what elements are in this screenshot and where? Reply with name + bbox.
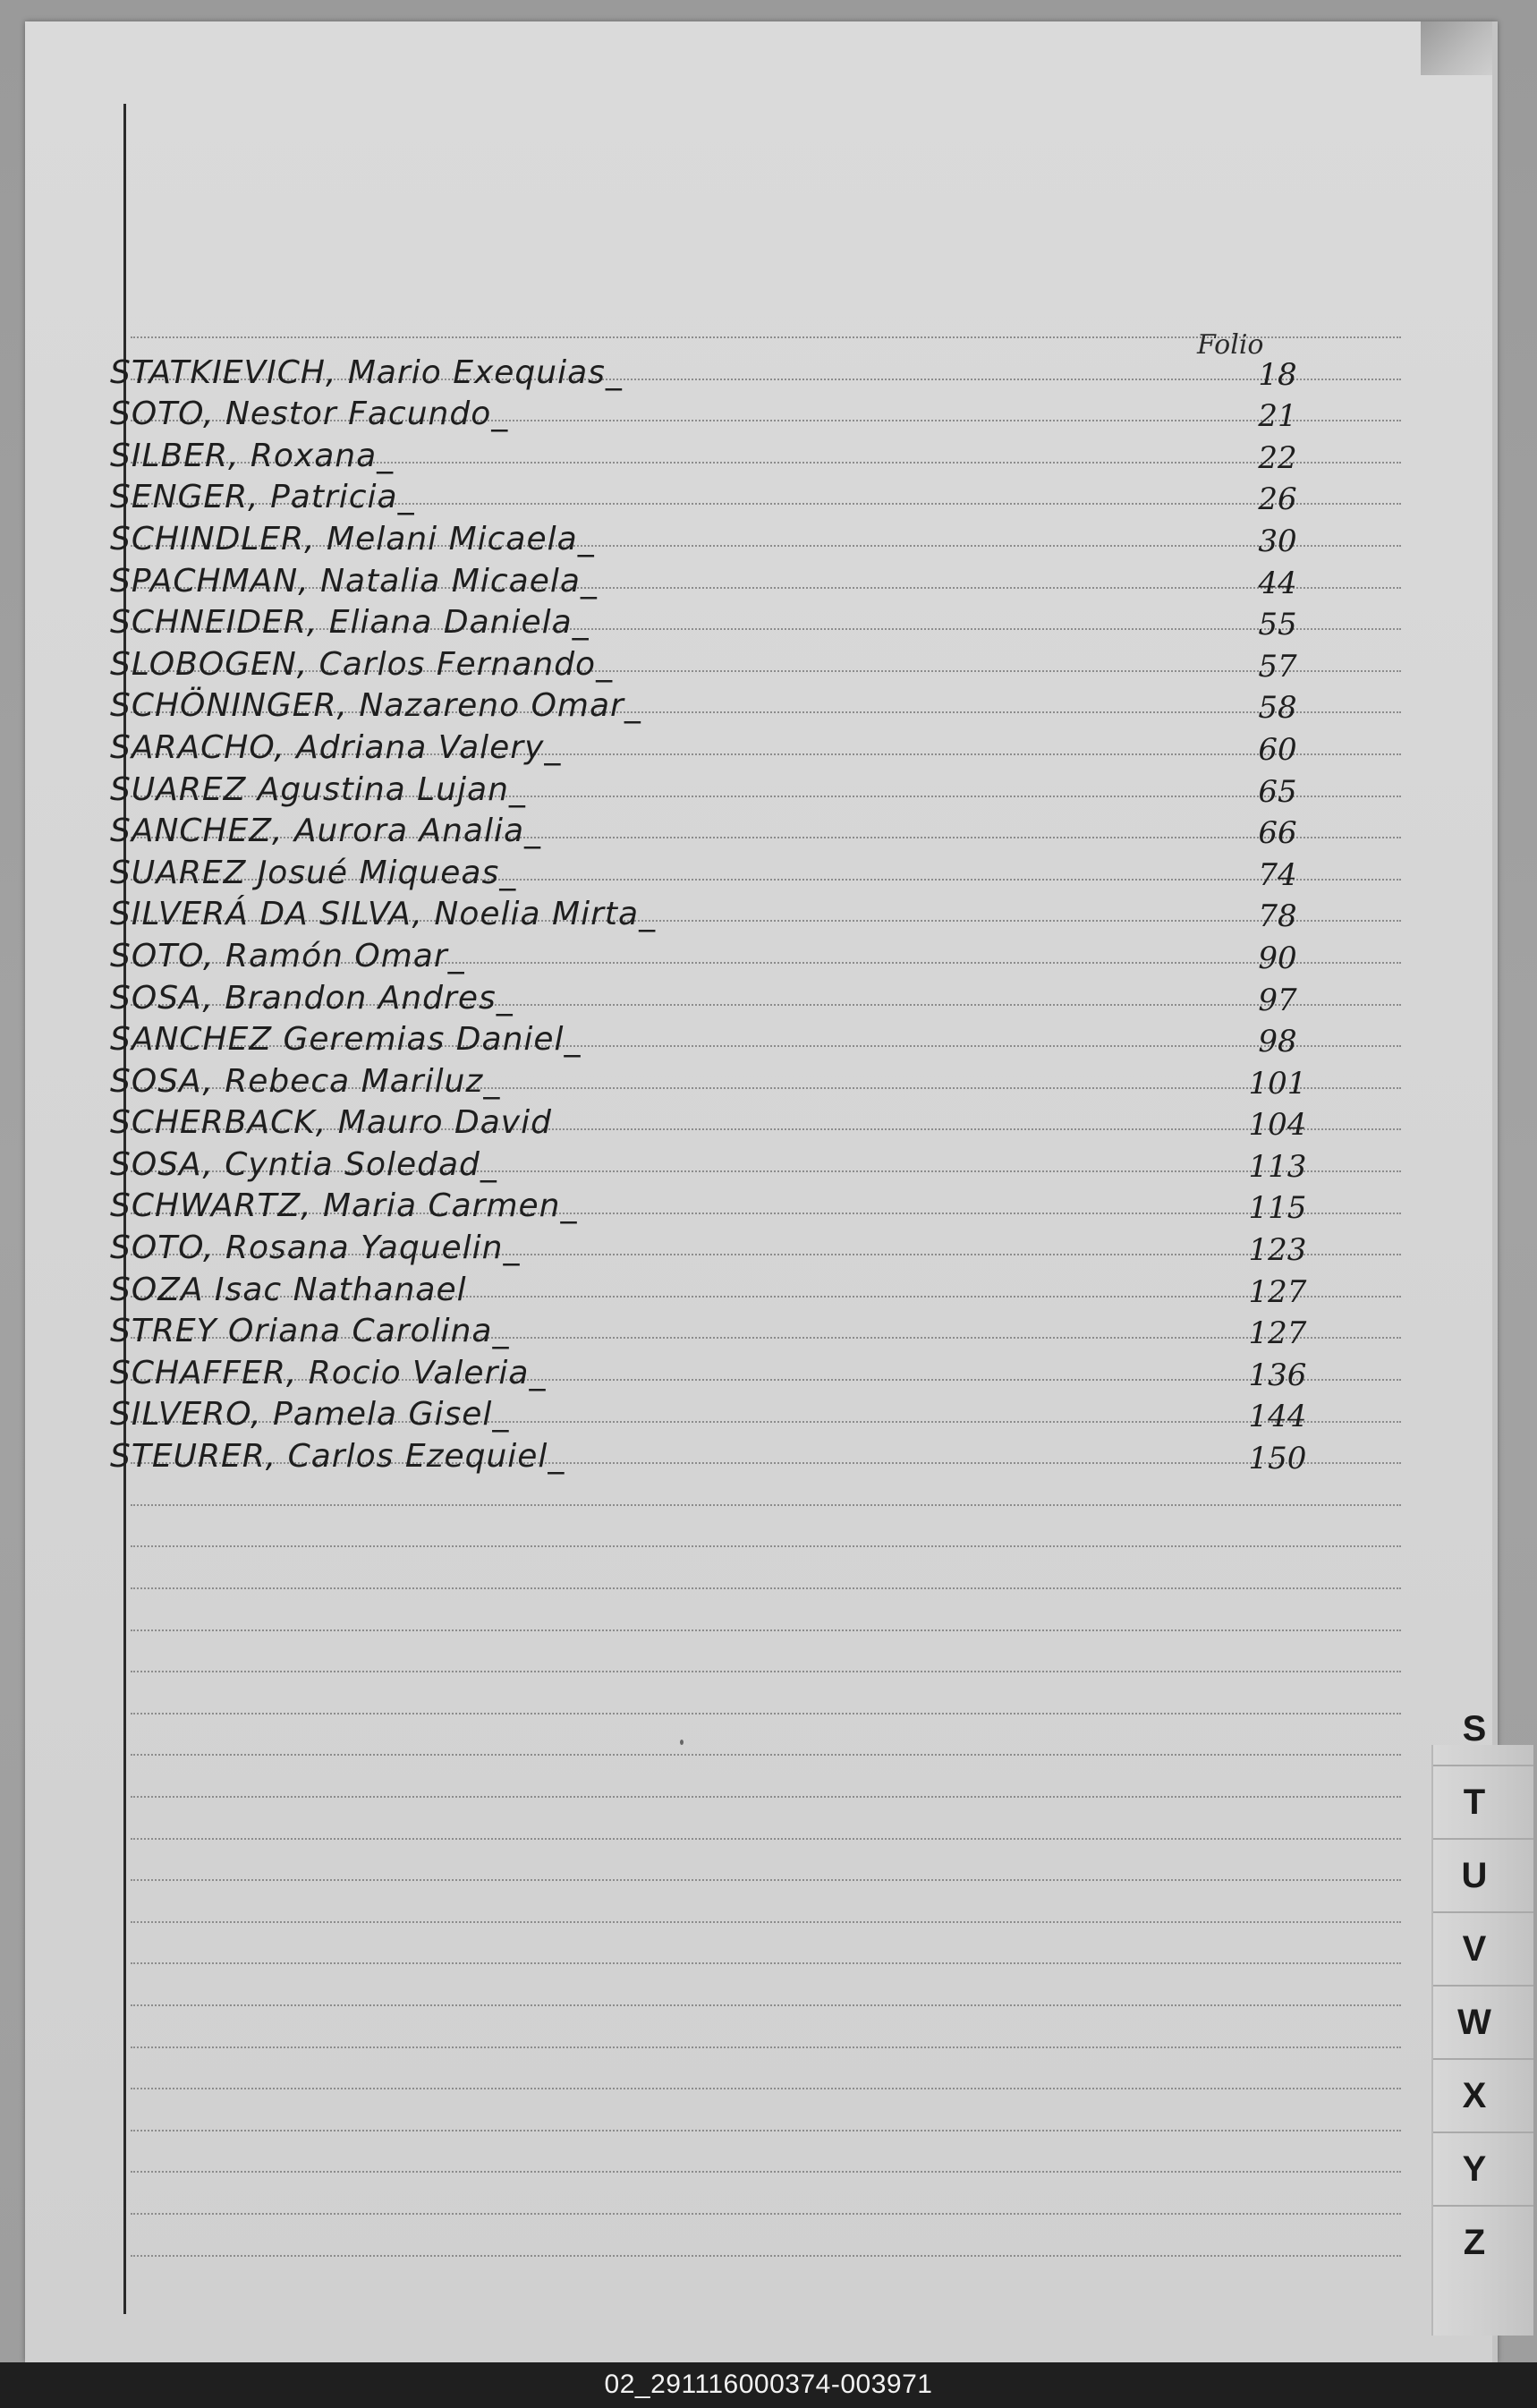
register-entry xyxy=(110,1187,1416,1229)
register-entry xyxy=(110,436,1416,478)
entry-name: SARACHO, Adriana Valery_ xyxy=(110,728,562,766)
entry-folio: 127 xyxy=(1248,1273,1307,1310)
entry-name: SCHAFFER, Rocio Valeria_ xyxy=(110,1354,547,1391)
register-entry xyxy=(110,395,1416,437)
entry-folio: 113 xyxy=(1248,1148,1307,1185)
ruled-line xyxy=(131,2213,1401,2215)
entry-name: STATKIEVICH, Mario Exequias_ xyxy=(110,353,623,391)
ruled-line xyxy=(131,1545,1401,1547)
register-entry xyxy=(110,1228,1416,1270)
entry-folio: 136 xyxy=(1248,1357,1307,1393)
register-entry xyxy=(110,1353,1416,1395)
ruled-line xyxy=(131,1671,1401,1672)
register-entry xyxy=(110,1395,1416,1437)
ruled-line xyxy=(131,2171,1401,2173)
entry-name: SCHNEIDER, Eliana Daniela_ xyxy=(110,604,590,642)
entry-name: SOZA Isac Nathanael xyxy=(110,1271,467,1308)
entry-folio: 98 xyxy=(1258,1024,1297,1060)
entry-folio: 22 xyxy=(1258,439,1297,476)
entry-name: SCHWARTZ, Maria Carmen_ xyxy=(110,1187,578,1225)
entry-name: SENGER, Patricia_ xyxy=(110,479,415,516)
entry-folio: 90 xyxy=(1258,940,1297,976)
register-entry xyxy=(110,519,1416,561)
image-id-label: 02_291116000374-003971 xyxy=(604,2370,933,2399)
entry-name: SILVERÁ DA SILVA, Noelia Mirta_ xyxy=(110,896,657,933)
entry-name: STEURER, Carlos Ezequiel_ xyxy=(110,1438,565,1476)
register-entry xyxy=(110,1436,1416,1478)
entry-name: STREY Oriana Carolina_ xyxy=(110,1313,510,1350)
register-entry xyxy=(110,812,1416,854)
register-entry xyxy=(110,978,1416,1020)
entry-name: SOTO, Rosana Yaquelin_ xyxy=(110,1230,521,1267)
entry-folio: 115 xyxy=(1248,1190,1307,1227)
index-tab-z[interactable]: Z xyxy=(1463,2223,1486,2262)
entry-folio: 123 xyxy=(1248,1232,1307,1269)
entry-folio: 18 xyxy=(1258,356,1297,393)
ruled-line xyxy=(131,2004,1401,2006)
ruled-line xyxy=(131,2255,1401,2257)
scan-footer-bar xyxy=(0,2362,1537,2408)
ruled-line xyxy=(131,1838,1401,1840)
entry-name: SCHINDLER, Melani Micaela_ xyxy=(110,520,595,557)
ruled-line xyxy=(131,2130,1401,2131)
index-tab-v[interactable]: V xyxy=(1462,1929,1487,1969)
folio-column-header: Folio xyxy=(1197,329,1264,361)
ruled-line xyxy=(131,2088,1401,2089)
entry-folio: 21 xyxy=(1258,398,1297,435)
register-entries xyxy=(110,353,1416,1478)
ruled-line xyxy=(131,1921,1401,1923)
register-entry xyxy=(110,686,1416,728)
entry-name: SPACHMAN, Natalia Micaela_ xyxy=(110,562,598,600)
entry-folio: 57 xyxy=(1258,648,1297,685)
entry-name: SUAREZ Josué Miqueas_ xyxy=(110,854,517,891)
register-entry xyxy=(110,853,1416,895)
entry-name: SOSA, Cyntia Soledad_ xyxy=(110,1145,497,1183)
entry-folio: 97 xyxy=(1258,982,1297,1018)
ruled-line xyxy=(131,1879,1401,1881)
entry-name: SOTO, Ramón Omar_ xyxy=(110,937,465,974)
entry-folio: 26 xyxy=(1258,481,1297,518)
ruled-line xyxy=(131,2046,1401,2048)
register-entry xyxy=(110,1061,1416,1103)
entry-folio: 66 xyxy=(1258,815,1297,852)
entry-folio: 58 xyxy=(1258,690,1297,727)
ruled-line xyxy=(131,1587,1401,1589)
entry-folio: 55 xyxy=(1258,607,1297,643)
index-tab-x[interactable]: X xyxy=(1462,2076,1487,2115)
entry-name: SUAREZ Agustina Lujan_ xyxy=(110,770,526,808)
entry-name: SOSA, Brandon Andres_ xyxy=(110,979,514,1017)
register-entry xyxy=(110,728,1416,770)
entry-folio: 30 xyxy=(1258,523,1297,559)
entry-name: SOTO, Nestor Facundo_ xyxy=(110,396,509,433)
entry-name: SANCHEZ Geremias Daniel_ xyxy=(110,1021,582,1059)
register-entry xyxy=(110,478,1416,520)
entry-name: SLOBOGEN, Carlos Fernando_ xyxy=(110,645,614,683)
register-entry xyxy=(110,644,1416,686)
entry-folio: 104 xyxy=(1248,1107,1307,1144)
paper-speck xyxy=(680,1740,684,1745)
register-entry xyxy=(110,1020,1416,1062)
entry-name: SILVERO, Pamela Gisel_ xyxy=(110,1396,510,1434)
entry-name: SCHÖNINGER, Nazareno Omar_ xyxy=(110,687,641,725)
index-tab-y[interactable]: Y xyxy=(1462,2149,1487,2189)
ruled-line xyxy=(131,1629,1401,1631)
ruled-line xyxy=(131,1754,1401,1756)
register-entry xyxy=(110,1144,1416,1187)
ruled-line xyxy=(131,1796,1401,1798)
ruled-line xyxy=(131,1962,1401,1964)
ruled-line xyxy=(131,1504,1401,1506)
entry-name: SANCHEZ, Aurora Analia_ xyxy=(110,813,542,850)
register-page xyxy=(25,21,1498,2362)
entry-folio: 65 xyxy=(1258,773,1297,810)
entry-folio: 44 xyxy=(1258,565,1297,601)
register-entry xyxy=(110,895,1416,937)
entry-folio: 60 xyxy=(1258,731,1297,768)
register-entry xyxy=(110,1103,1416,1145)
alphabet-index-tabs xyxy=(1412,1691,1537,2336)
entry-folio: 150 xyxy=(1248,1441,1307,1477)
index-tab-t[interactable]: T xyxy=(1463,1783,1486,1822)
entry-folio: 144 xyxy=(1248,1399,1307,1435)
entry-name: SILBER, Roxana_ xyxy=(110,437,395,474)
entry-name: SCHERBACK, Mauro David xyxy=(110,1104,552,1142)
register-entry xyxy=(110,561,1416,603)
register-entry xyxy=(110,770,1416,812)
register-entry xyxy=(110,936,1416,978)
register-entry xyxy=(110,1270,1416,1312)
entry-folio: 127 xyxy=(1248,1315,1307,1352)
entry-folio: 78 xyxy=(1258,898,1297,935)
register-entry xyxy=(110,1312,1416,1354)
register-entry xyxy=(110,353,1416,395)
index-tab-u[interactable]: U xyxy=(1461,1856,1488,1895)
entry-folio: 101 xyxy=(1248,1065,1307,1102)
entry-name: SOSA, Rebeca Mariluz_ xyxy=(110,1062,501,1100)
index-tab-s[interactable]: S xyxy=(1462,1709,1487,1749)
entry-folio: 74 xyxy=(1258,856,1297,893)
page-corner-fold xyxy=(1421,21,1492,75)
register-entry xyxy=(110,603,1416,645)
index-tab-w[interactable]: W xyxy=(1457,2003,1491,2042)
ruled-line xyxy=(131,1713,1401,1715)
